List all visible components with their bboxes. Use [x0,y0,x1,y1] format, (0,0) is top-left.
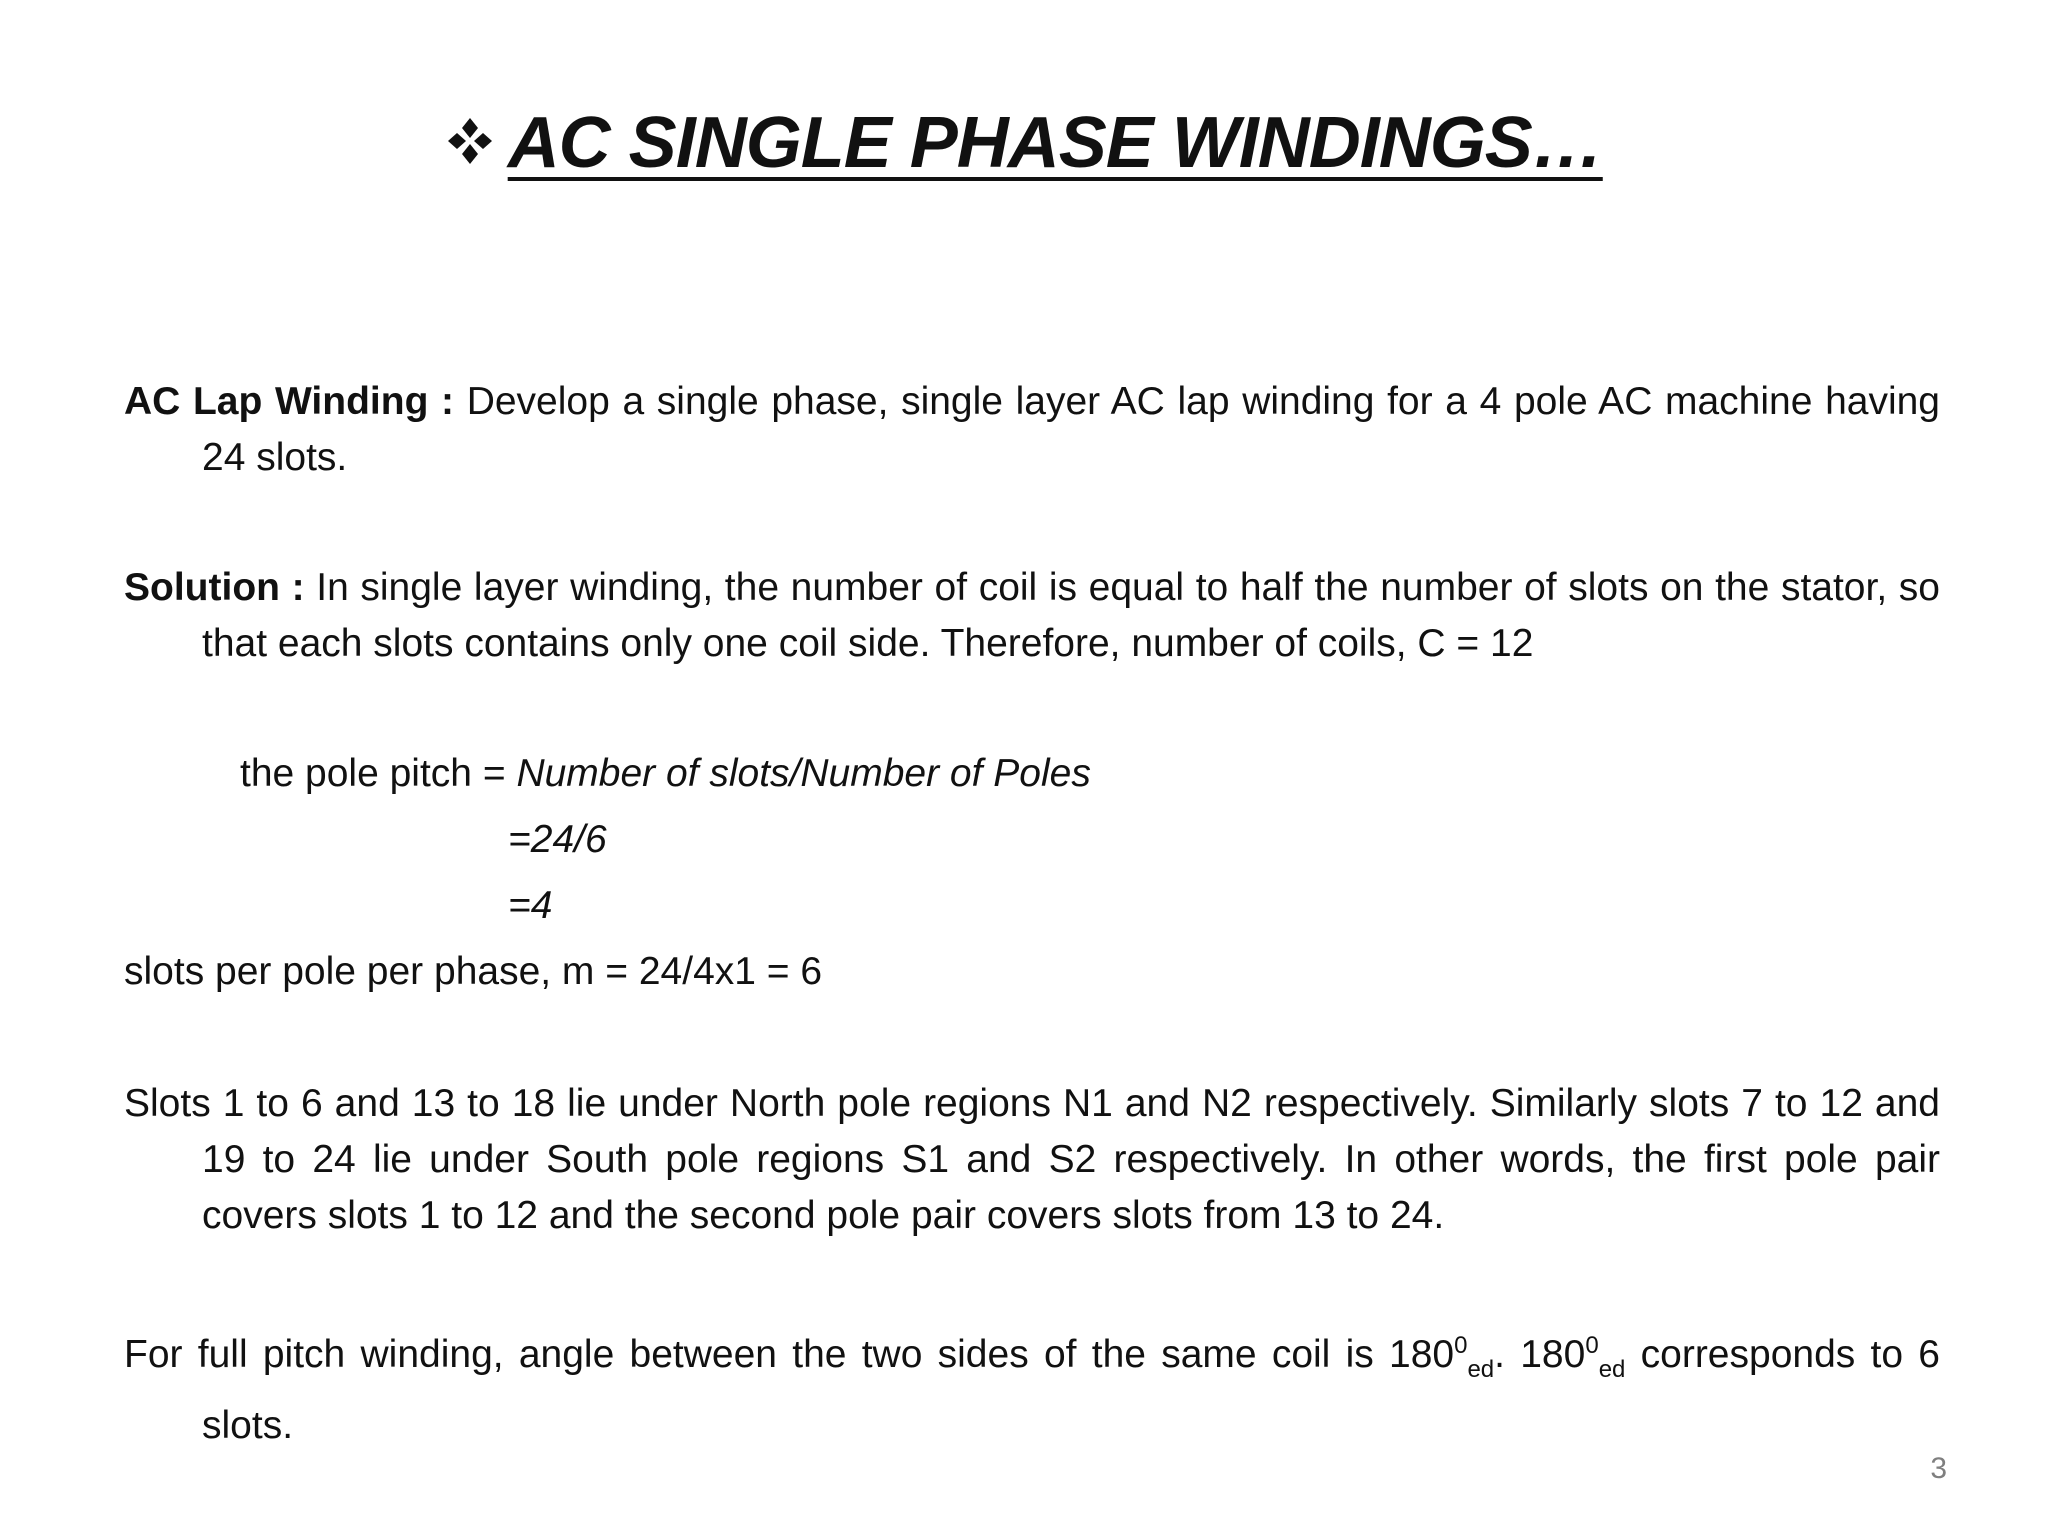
slide-title-text: AC SINGLE PHASE WINDINGS… [507,103,1603,183]
degree-superscript: 0 [1454,1332,1468,1359]
problem-text: Develop a single phase, single layer AC lap winding for a 4 pole AC machine having 24 slots. [202,380,1940,479]
solution-paragraph [124,560,1940,672]
pole-pitch-expression: Number of slots/Number of Poles [516,752,1091,795]
pole-pitch-step-2: =4 [508,884,553,927]
slide-title [0,102,2048,184]
pole-regions-paragraph: Slots 1 to 6 and 13 to 18 lie under North pole regions N1 and N2 respectively. Similarly slots 7 to 12 and 19 to 24 lie under South pole regions S1 and S2 respectively. In other words, the first pole pair covers slots 1 to 12 and the second pole pair covers slots from 13 to 24. [124,1082,1940,1237]
slots-per-pole-line: slots per pole per phase, m = 24/4x1 = 6 [124,950,823,993]
electrical-subscript: ed [1598,1356,1626,1383]
pole-pitch-step-1: =24/6 [508,818,607,861]
solution-label: Solution : [124,566,305,609]
electrical-subscript: ed [1467,1356,1495,1383]
problem-statement [124,374,1940,486]
pole-pitch-formula [240,746,1091,802]
four-diamond-bullet-icon [445,116,495,171]
solution-text: In single layer winding, the number of coil is equal to half the number of slots on the stator, so that each slots contains only one coil side. Therefore, number of coils, C = 12 [202,566,1940,665]
page-number: 3 [1930,1452,1947,1485]
full-pitch-paragraph: For full pitch winding, angle between the two sides of the same coil is $180^0_{ed}$. $180^0_{ed}$ corresponds to 6 slots. [124,1332,1940,1447]
degree-superscript: 0 [1585,1332,1599,1359]
pole-pitch-label: the pole pitch = [240,752,517,795]
problem-label: AC Lap Winding : [124,380,455,423]
